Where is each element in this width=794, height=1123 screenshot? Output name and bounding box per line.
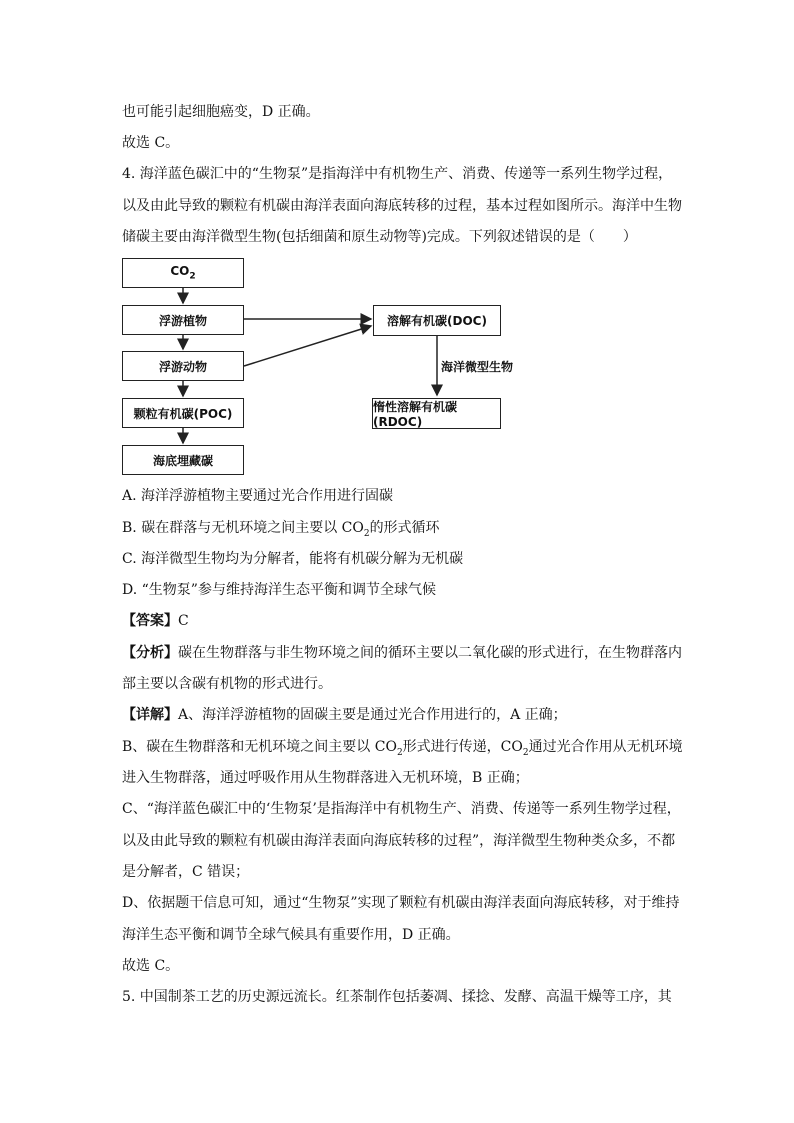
- detail-c: C、“海洋蓝色碳汇中的‘生物泵’是指海洋中有机物生产、消费、传递等一系列生物学过程，: [122, 801, 681, 817]
- option-b: B. 碳在群落与无机环境之间主要以 $CO_2$的形式循环: [122, 520, 440, 539]
- detail-b: B、碳在生物群落和无机环境之间主要以 $CO_2$形式进行传递，$CO_2$通过光合作用从无机环境: [122, 739, 683, 758]
- node-phytoplankton: [122, 305, 244, 335]
- question-4-stem: 以及由此导致的颗粒有机碳由海洋表面向海底转移的过程，基本过程如图所示。海洋中生物: [122, 198, 682, 214]
- node-label: 海底埋藏碳: [152, 453, 213, 468]
- detail-c: 以及由此导致的颗粒有机碳由海洋表面向海底转移的过程”，海洋微型生物种类众多，不都: [122, 833, 676, 849]
- detail-d: 海洋生态平衡和调节全球气候具有重要作用，D 正确。: [122, 927, 460, 943]
- detail-c: 是分解者，C 错误；: [122, 864, 250, 880]
- detail-d: D、依据题干信息可知，通过“生物泵”实现了颗粒有机碳由海洋表面向海底转移，对于维持: [122, 895, 680, 911]
- arrow-zoo-to-doc: [244, 326, 371, 366]
- edge-label-microbes: 海洋微型生物: [441, 360, 514, 374]
- answer-line: 【答案】C: [122, 613, 189, 629]
- node-seabed-carbon: [122, 445, 244, 475]
- node-label: 溶解有机碳(DOC): [387, 314, 487, 328]
- node-co2-label: $CO_2$: [170, 264, 196, 282]
- node-poc: [122, 398, 244, 428]
- node-label: 浮游动物: [158, 359, 207, 374]
- question-5-stem: 5. 中国制茶工艺的历史源远流长。红茶制作包括萎凋、揉捻、发酵、高温干燥等工序，其: [122, 989, 672, 1005]
- detail-b: 进入生物群落，通过呼吸作用从生物群落进入无机环境，B 正确；: [122, 770, 529, 786]
- option-a: A. 海洋浮游植物主要通过光合作用进行固碳: [122, 488, 394, 504]
- question-4-stem: 4. 海洋蓝色碳汇中的“生物泵”是指海洋中有机物生产、消费、传递等一系列生物学过程，: [122, 166, 673, 182]
- option-d: D. “生物泵”参与维持海洋生态平衡和调节全球气候: [122, 582, 436, 598]
- analysis-line: 部主要以含碳有机物的形式进行。: [122, 676, 332, 692]
- node-label: 颗粒有机碳(POC): [133, 406, 233, 421]
- node-label: 惰性溶解有机碳(RDOC): [373, 400, 458, 429]
- detail-a: 【详解】A、海洋浮游植物的固碳主要是通过光合作用进行的，A 正确；: [122, 707, 567, 723]
- question-4-stem: 储碳主要由海洋微型生物(包括细菌和原生动物等)完成。下列叙述错误的是（ ）: [122, 229, 637, 245]
- node-zooplankton: [122, 351, 244, 381]
- node-label: 浮游植物: [158, 313, 207, 328]
- option-c: C. 海洋微型生物均为分解者，能将有机碳分解为无机碳: [122, 551, 464, 567]
- text-line: 故选 C。: [122, 135, 180, 151]
- text-line: 也可能引起细胞癌变，D 正确。: [122, 104, 320, 120]
- node-co2: [122, 258, 244, 288]
- node-rdoc: [372, 398, 501, 429]
- node-doc: [373, 305, 501, 336]
- final-answer: 故选 C。: [122, 958, 180, 974]
- analysis-line: 【分析】碳在生物群落与非生物环境之间的循环主要以二氧化碳的形式进行，在生物群落内: [122, 645, 682, 661]
